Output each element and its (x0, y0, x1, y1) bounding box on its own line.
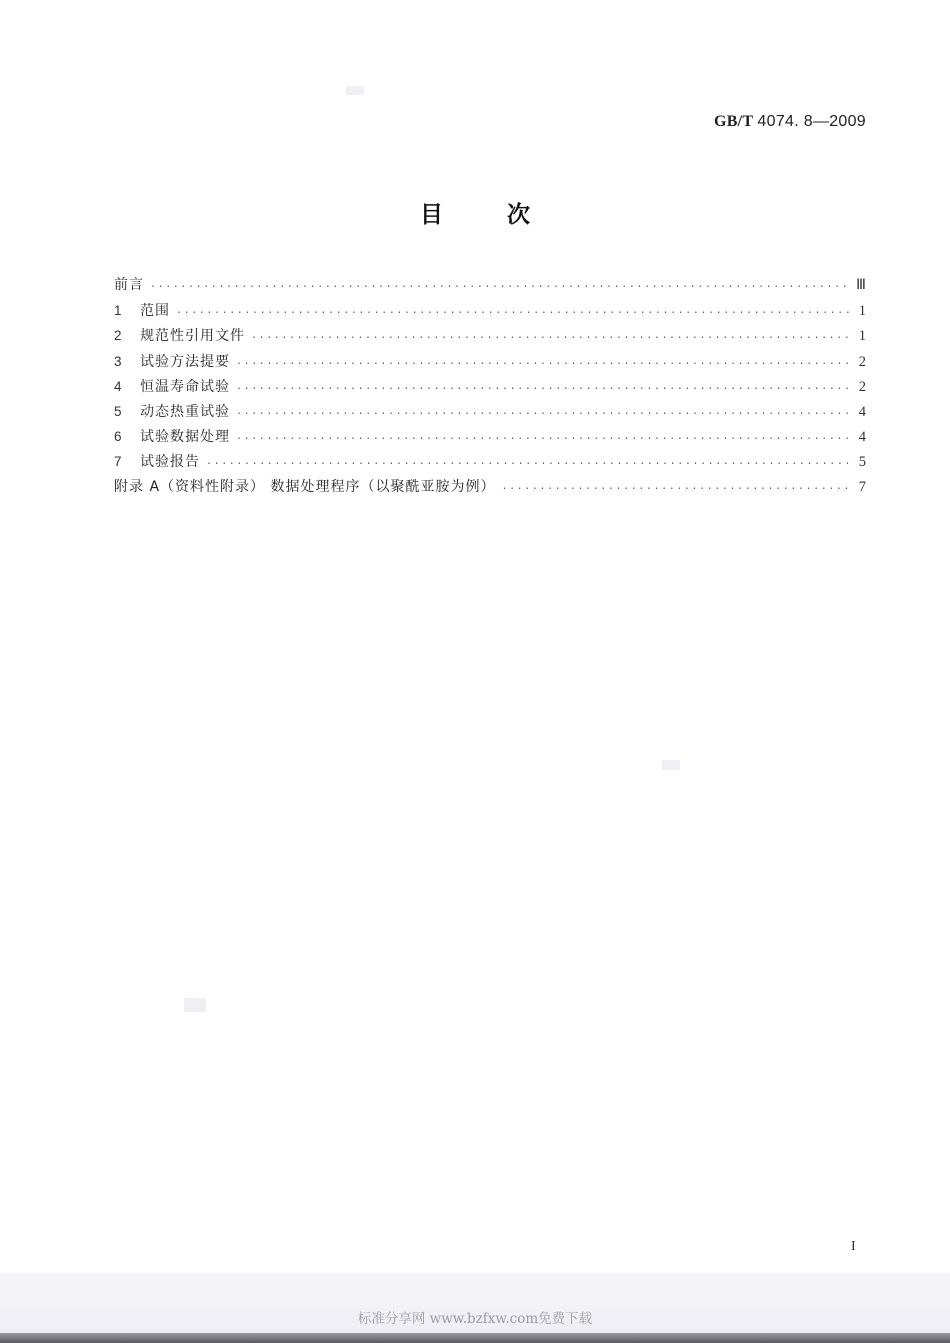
toc-number: 2 (114, 328, 122, 344)
standard-prefix: GB/T (713, 113, 754, 130)
toc-page: 2 (858, 353, 866, 370)
page-number: I (851, 1239, 856, 1254)
toc-page: 1 (858, 328, 866, 345)
toc-number: 7 (114, 454, 122, 470)
table-of-contents (114, 273, 866, 500)
toc-entry-foreword[interactable] (114, 273, 866, 298)
toc-entry-normative-references[interactable] (114, 323, 866, 348)
toc-label: 试验数据处理 (140, 429, 230, 446)
toc-label: 恒温寿命试验 (140, 378, 230, 395)
toc-label: 试验报告 (140, 454, 200, 471)
dot-leader (251, 326, 850, 351)
toc-number: 3 (114, 353, 122, 369)
toc-page: 1 (858, 303, 866, 320)
toc-page: 4 (858, 403, 866, 420)
page-title (0, 196, 950, 229)
dot-leader (176, 301, 850, 326)
dot-leader (501, 477, 850, 502)
toc-number: 4 (114, 378, 122, 394)
standard-number: 4074. 8—2009 (757, 113, 866, 130)
title-char-1: 目 (419, 202, 443, 228)
toc-number: 5 (114, 403, 122, 419)
footer-watermark: 标准分享网 www.bzfxw.com免费下载 (357, 1311, 593, 1327)
dot-leader (236, 352, 850, 377)
toc-label: 动态热重试验 (140, 403, 230, 420)
toc-label: 附录 A（资料性附录） 数据处理程序（以聚酰亚胺为例） (114, 478, 496, 495)
scan-artifact (184, 998, 206, 1012)
toc-page: 5 (858, 454, 866, 471)
dot-leader (236, 377, 850, 402)
toc-label: 范围 (140, 303, 170, 320)
dot-leader (236, 402, 850, 427)
toc-label: 前言 (114, 277, 144, 293)
dot-leader (150, 275, 850, 300)
dot-leader (236, 427, 850, 452)
toc-page: 2 (858, 378, 866, 395)
toc-label: 规范性引用文件 (140, 328, 245, 345)
scan-edge (0, 1333, 950, 1343)
toc-label: 试验方法提要 (140, 353, 230, 370)
toc-page: 7 (858, 478, 866, 495)
toc-entry-dynamic-thermogravimetric-test[interactable] (114, 399, 866, 424)
toc-entry-method-summary[interactable] (114, 349, 866, 374)
toc-page: 4 (858, 429, 866, 446)
toc-number: 6 (114, 429, 122, 445)
toc-number: 1 (114, 303, 122, 319)
standard-code (714, 113, 866, 131)
scan-artifact (346, 86, 364, 95)
toc-entry-data-processing[interactable] (114, 424, 866, 449)
title-char-2: 次 (507, 202, 530, 228)
scan-artifact (662, 760, 680, 770)
toc-page: Ⅲ (856, 277, 866, 293)
toc-entry-annex-a[interactable] (114, 475, 866, 500)
toc-entry-scope[interactable] (114, 298, 866, 323)
toc-entry-isothermal-life-test[interactable] (114, 374, 866, 399)
toc-entry-test-report[interactable] (114, 449, 866, 474)
